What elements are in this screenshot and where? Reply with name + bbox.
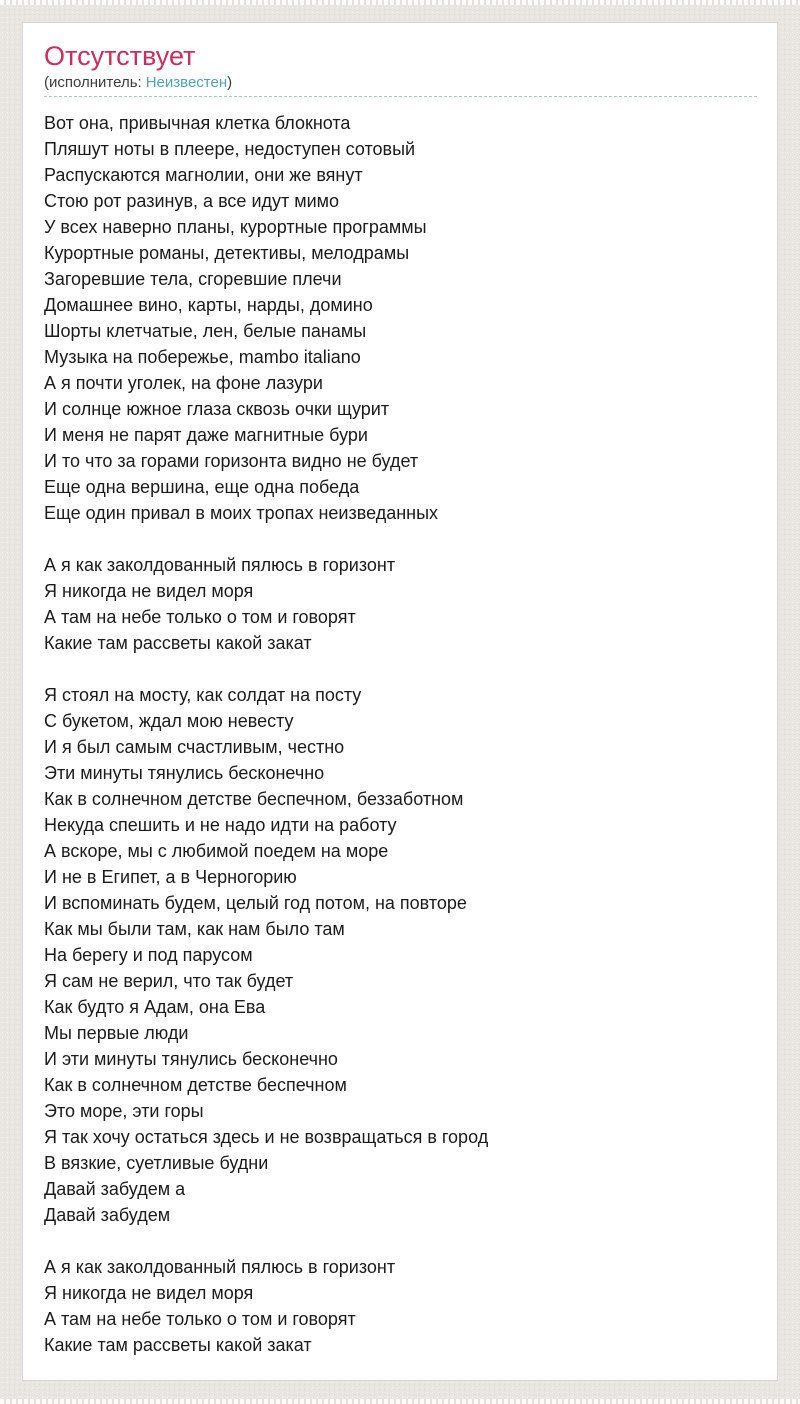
lyric-line: Это море, эти горы: [44, 1101, 204, 1121]
song-header: [44, 39, 757, 97]
lyric-line: Еще одна вершина, еще одна победа: [44, 477, 360, 497]
lyric-line: Домашнее вино, карты, нарды, домино: [44, 295, 373, 315]
lyrics-card: [22, 22, 778, 1381]
lyric-line: Какие там рассветы какой закат: [44, 633, 312, 653]
texture-edge-top: [0, 0, 800, 5]
lyric-line: Эти минуты тянулись бесконечно: [44, 763, 325, 783]
lyric-line: И меня не парят даже магнитные бури: [44, 425, 368, 445]
artist-suffix: ): [227, 74, 233, 91]
lyric-line: А я как заколдованный пялюсь в горизонт: [44, 555, 396, 575]
stanza: [44, 682, 757, 1228]
lyric-line: Стою рот разинув, а все идут мимо: [44, 191, 340, 211]
stanza: [44, 1254, 757, 1358]
lyric-line: Я сам не верил, что так будет: [44, 971, 294, 991]
lyric-line: А там на небе только о том и говорят: [44, 1309, 356, 1329]
lyric-line: Пляшут ноты в плеере, недоступен сотовый: [44, 139, 416, 159]
lyric-line: Шорты клетчатые, лен, белые панамы: [44, 321, 367, 341]
stanza: [44, 110, 757, 526]
lyric-line: А я почти уголек, на фоне лазури: [44, 373, 323, 393]
lyric-line: Давай забудем а: [44, 1179, 186, 1199]
lyric-line: И солнце южное глаза сквозь очки щурит: [44, 399, 390, 419]
lyric-line: На берегу и под парусом: [44, 945, 253, 965]
lyric-line: И я был самым счастливым, честно: [44, 737, 345, 757]
stanza: [44, 552, 757, 656]
lyric-line: Давай забудем: [44, 1205, 171, 1225]
lyric-line: А вскоре, мы с любимой поедем на море: [44, 841, 389, 861]
lyric-line: Мы первые люди: [44, 1023, 189, 1043]
artist-line: [44, 73, 757, 93]
lyric-line: Как в солнечном детстве беспечном: [44, 1075, 347, 1095]
artist-link[interactable]: Неизвестен: [145, 74, 228, 91]
lyric-line: Некуда спешить и не надо идти на работу: [44, 815, 397, 835]
lyric-line: Музыка на побережье, mambo italiano: [44, 347, 361, 367]
lyric-line: С букетом, ждал мою невесту: [44, 711, 294, 731]
lyric-line: А я как заколдованный пялюсь в горизонт: [44, 1257, 396, 1277]
lyric-line: У всех наверно планы, курортные программы: [44, 217, 427, 237]
lyric-line: Как в солнечном детстве беспечном, беззаботном: [44, 789, 464, 809]
lyric-line: Распускаются магнолии, они же вянут: [44, 165, 363, 185]
lyric-line: Курортные романы, детективы, мелодрамы: [44, 243, 410, 263]
lyric-line: Как будто я Адам, она Ева: [44, 997, 266, 1017]
lyric-line: Как мы были там, как нам было там: [44, 919, 345, 939]
lyric-line: Я стоял на мосту, как солдат на посту: [44, 685, 362, 705]
lyrics-text: [44, 110, 757, 1358]
lyric-line: Я никогда не видел моря: [44, 581, 254, 601]
lyric-line: Я никогда не видел моря: [44, 1283, 254, 1303]
song-title: Отсутствует: [44, 41, 196, 71]
lyric-line: И вспоминать будем, целый год потом, на повторе: [44, 893, 467, 913]
artist-label: (исполнитель:: [44, 74, 142, 91]
lyric-line: Я так хочу остаться здесь и не возвращаться в город: [44, 1127, 489, 1147]
lyric-line: И не в Египет, а в Черногорию: [44, 867, 297, 887]
lyric-line: А там на небе только о том и говорят: [44, 607, 356, 627]
lyric-line: Загоревшие тела, сгоревшие плечи: [44, 269, 342, 289]
lyric-line: Еще один привал в моих тропах неизведанных: [44, 503, 439, 523]
lyric-line: И эти минуты тянулись бесконечно: [44, 1049, 338, 1069]
lyric-line: И то что за горами горизонта видно не будет: [44, 451, 419, 471]
lyric-line: Какие там рассветы какой закат: [44, 1335, 312, 1355]
lyric-line: В вязкие, суетливые будни: [44, 1153, 269, 1173]
lyric-line: Вот она, привычная клетка блокнота: [44, 113, 351, 133]
texture-edge-bottom: [0, 1399, 800, 1404]
